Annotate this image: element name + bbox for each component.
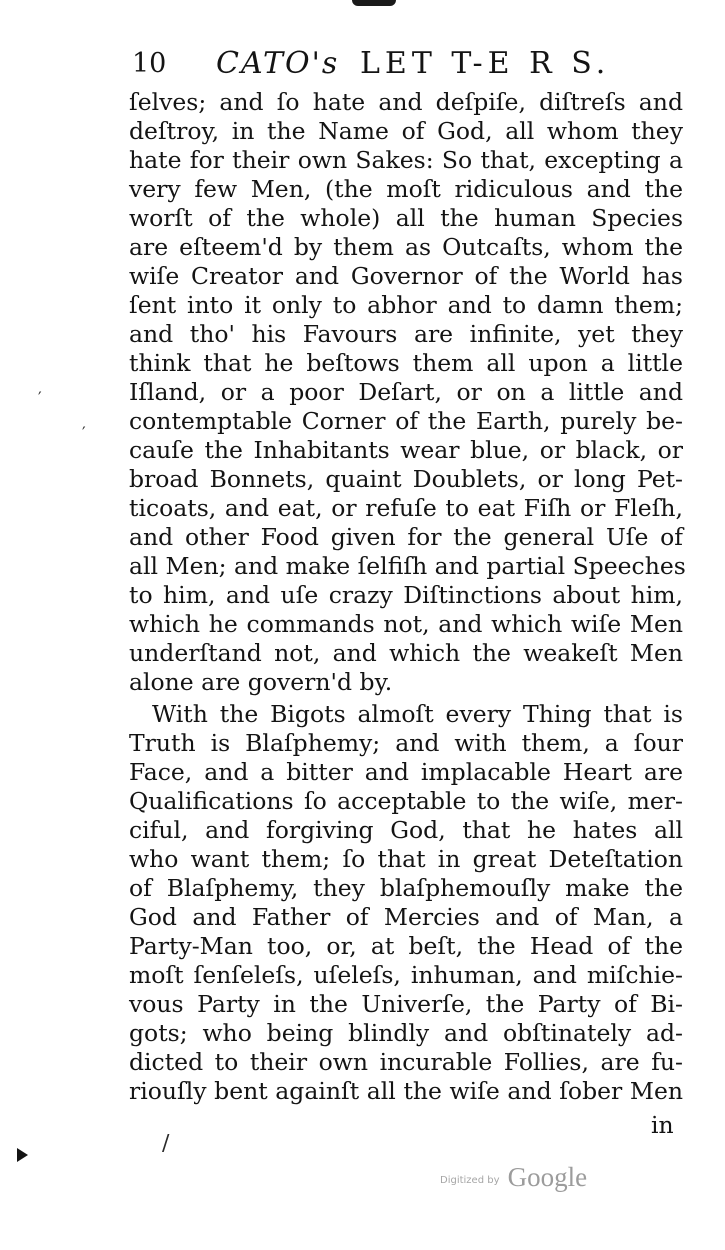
text-line: Iſland, or a poor Deſart, or on a little and — [129, 378, 683, 406]
text-line: Qualifications ſo acceptable to the wiſe, mer- — [129, 787, 683, 815]
text-line: who want them; ſo that in great Deteſtation — [129, 845, 683, 873]
text-line: ticoats, and eat, or refuſe to eat Fiſh or Fleſh, — [129, 494, 683, 522]
text-line: ſelves; and ſo hate and deſpiſe, diſtreſs and — [129, 88, 683, 116]
text-line: all Men; and make ſelfiſh and partial Speeches — [129, 552, 686, 580]
text-line: of Blaſphemy, they blaſphemouſly make the — [129, 874, 683, 902]
text-line: Truth is Blaſphemy; and with them, a ſour — [129, 729, 683, 757]
running-title-caps: LET T-E R S. — [360, 46, 611, 81]
catchword: in — [651, 1111, 674, 1139]
margin-speck: ′ — [82, 423, 86, 442]
text-line: think that he beſtows them all upon a little — [129, 349, 683, 377]
text-line: God and Father of Mercies and of Man, a — [129, 903, 683, 931]
text-line: moſt ſenſeleſs, uſeleſs, inhuman, and miſchie- — [129, 961, 683, 989]
running-title-italic: CATO's — [216, 46, 340, 81]
text-line: are eſteem'd by them as Outcaſts, whom the — [129, 233, 683, 261]
text-line: ſent into it only to abhor and to damn them; — [129, 291, 683, 319]
page-number: 10 — [132, 48, 167, 79]
watermark-logo: Google — [507, 1162, 588, 1192]
text-line: gots; who being blindly and obſtinately ad- — [129, 1019, 683, 1047]
text-line: broad Bonnets, quaint Doublets, or long Pet- — [129, 465, 683, 493]
text-line: alone are govern'd by. — [129, 668, 393, 696]
text-line: which he commands not, and which wiſe Men — [129, 610, 683, 638]
paragraph-first-line: With the Bigots almoſt every Thing that is — [152, 700, 683, 728]
text-line: riouſly bent againſt all the wiſe and ſober Men — [129, 1077, 683, 1105]
text-line: and tho' his Favours are infinite, yet they — [129, 320, 683, 348]
text-line: deſtroy, in the Name of God, all whom they — [129, 117, 683, 145]
text-line: worſt of the whole) all the human Species — [129, 204, 683, 232]
scan-corner-mark — [17, 1148, 28, 1162]
digitization-watermark — [440, 1162, 587, 1194]
text-line: and other Food given for the general Uſe of — [129, 523, 683, 551]
margin-speck: ∕ — [162, 1131, 170, 1156]
text-line: dicted to their own incurable Follies, are fu- — [129, 1048, 683, 1076]
text-line: Party-Man too, or, at beſt, the Head of the — [129, 932, 683, 960]
watermark-prefix: Digitized by — [440, 1175, 500, 1186]
text-line: to him, and uſe crazy Diſtinctions about him, — [129, 581, 683, 609]
text-line: ciful, and forgiving God, that he hates all — [129, 816, 683, 844]
text-line: vous Party in the Univerſe, the Party of Bi- — [129, 990, 683, 1018]
text-line: hate for their own Sakes: So that, excepting a — [129, 146, 683, 174]
text-line: cauſe the Inhabitants wear blue, or black, or — [129, 436, 683, 464]
text-line: Face, and a bitter and implacable Heart are — [129, 758, 683, 786]
text-line: wiſe Creator and Governor of the World has — [129, 262, 683, 290]
text-line: very few Men, (the moſt ridiculous and the — [129, 175, 683, 203]
text-line: contemptable Corner of the Earth, purely be- — [129, 407, 683, 435]
text-line: underſtand not, and which the weakeſt Men — [129, 639, 683, 667]
margin-speck: ′ — [38, 388, 42, 407]
